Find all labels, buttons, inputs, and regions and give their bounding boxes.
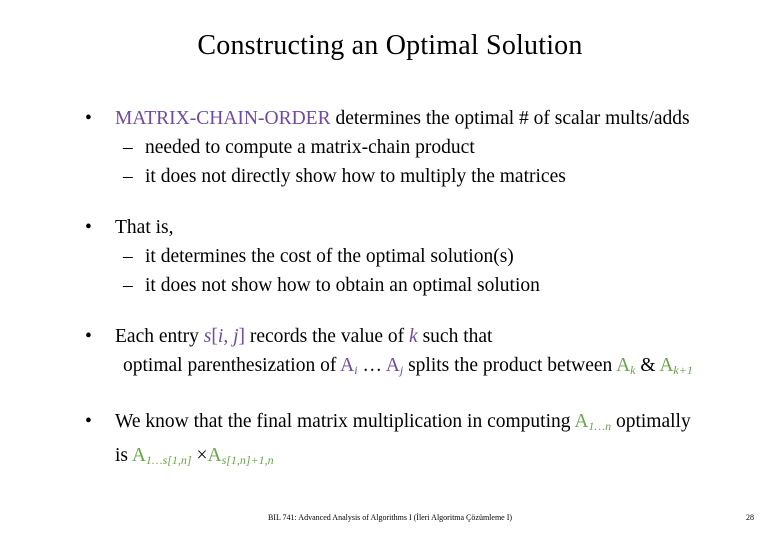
matrix-a-left: $A_{1\dots s[1,n]}$ (131, 445, 192, 467)
matrix-a-1-n: $A_{1\dots n}$ (574, 411, 612, 433)
bullet-2-sub-2 (85, 271, 755, 300)
slide-content (85, 104, 755, 475)
k-var: k (409, 326, 418, 347)
bullet-2-sub-1 (85, 242, 755, 271)
sub-dash: – (123, 246, 133, 267)
text: records the value of (244, 326, 410, 347)
bullet-4-line-2 (85, 441, 755, 475)
bullet-1-text: determines the optimal # of scalar mults/adds (330, 108, 690, 129)
sub-dash: – (123, 137, 133, 158)
ellipsis: … (357, 355, 386, 376)
text: optimally (611, 411, 691, 432)
matrix-a-j: $A_j$ (385, 355, 404, 377)
matrix-a-i: $A_i$ (340, 355, 358, 377)
matrix-chain-order-term: MATRIX-CHAIN-ORDER (115, 108, 331, 129)
sub-text: it does not directly show how to multiply the matrices (145, 166, 566, 187)
bullet-1-sub-2 (85, 162, 755, 191)
sub-dash: – (123, 166, 133, 187)
bullet-3-line-2 (85, 351, 755, 385)
bullet-dot: • (85, 411, 92, 432)
bracket: [ (211, 326, 218, 347)
sub-text: it does not show how to obtain an optimal solution (145, 275, 540, 296)
index-j: j (233, 326, 239, 347)
bullet-dot: • (85, 217, 92, 238)
bullet-3 (85, 322, 755, 351)
text: such that (417, 326, 493, 347)
matrix-a-k: $A_k$ (616, 355, 636, 377)
sub-dash: – (123, 275, 133, 296)
ampersand: & (635, 355, 660, 376)
sub-text: needed to compute a matrix-chain product (145, 137, 475, 158)
page-number: 28 (746, 513, 754, 522)
matrix-a-k-plus-1: $A_{k+1}$ (659, 355, 693, 377)
sub-text: it determines the cost of the optimal solution(s) (145, 246, 514, 267)
bullet-2 (85, 213, 755, 242)
s-array: s (203, 326, 212, 347)
text: is (115, 445, 132, 466)
text: optimal parenthesization of (123, 355, 341, 376)
text: Each entry (115, 326, 204, 347)
matrix-a-right: $A_{s[1,n]+1,n}$ (207, 445, 274, 467)
text: We know that the final matrix multiplication in computing (115, 411, 575, 432)
bullet-dot: • (85, 326, 92, 347)
bullet-1-sub-1 (85, 133, 755, 162)
comma: , (223, 326, 234, 347)
bullet-4 (85, 407, 755, 441)
slide-title: Constructing an Optimal Solution (197, 30, 583, 61)
index-i: i (217, 326, 224, 347)
text: splits the product between (403, 355, 617, 376)
bullet-dot: • (85, 108, 92, 129)
bracket: ] (238, 326, 245, 347)
footer-course: BIL 741: Advanced Analysis of Algorithms I (İleri Algoritma Çözümleme I) (267, 513, 513, 522)
times-sign: × (191, 445, 208, 466)
bullet-2-text: That is, (115, 217, 174, 238)
bullet-1 (85, 104, 755, 133)
